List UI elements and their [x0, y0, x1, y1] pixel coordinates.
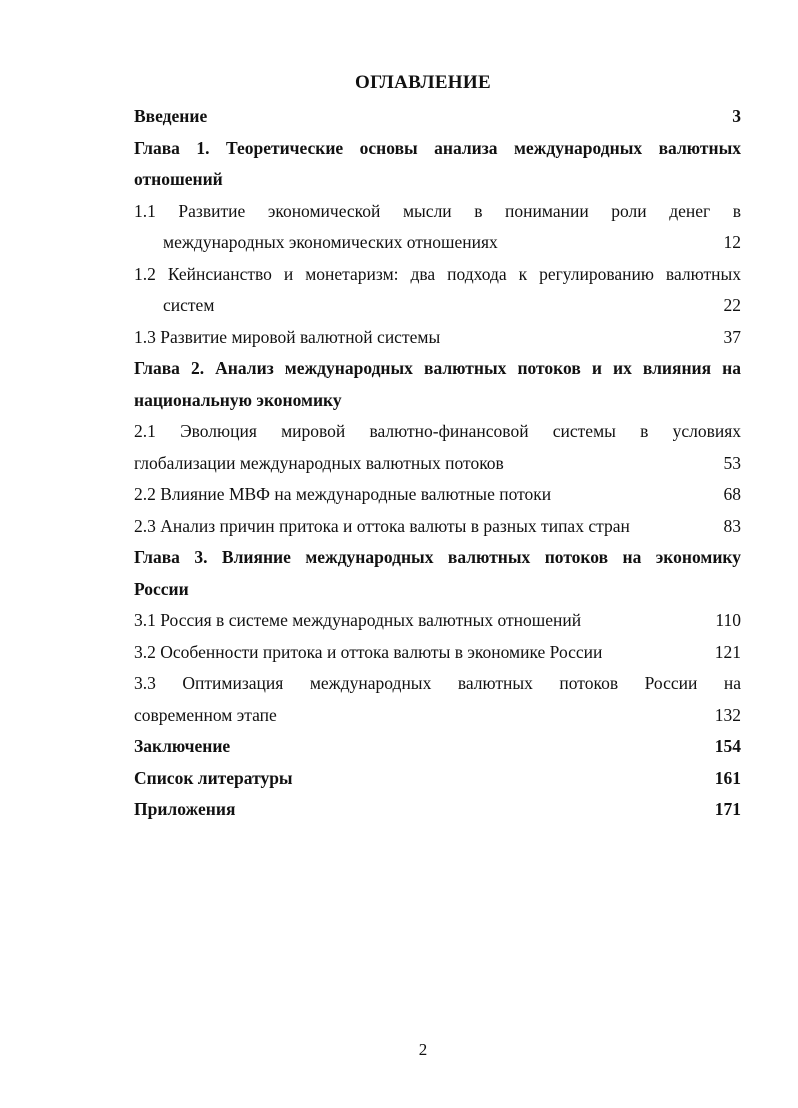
toc-page: 110	[715, 610, 741, 630]
toc-label: Введение	[134, 106, 208, 126]
toc-label: 2.3 Анализ причин притока и оттока валюты в разных типах стран	[134, 515, 630, 536]
toc-page: 12	[723, 232, 741, 252]
page-number: 2	[418, 1040, 428, 1059]
toc-page: 161	[714, 767, 741, 788]
toc-page: 83	[723, 515, 741, 536]
toc-chapter-3-line2[interactable]: России	[134, 578, 189, 599]
toc-section-1-1-line1[interactable]: 1.1 Развитие экономической мысли в понимании роли денег в	[134, 200, 741, 221]
toc-page: 68	[723, 484, 741, 504]
toc-chapter-3-line1[interactable]: Глава 3. Влияние международных валютных потоков на экономику	[134, 547, 741, 567]
toc-page: 121	[714, 641, 741, 662]
toc-section-2-1-line1[interactable]: 2.1 Эволюция мировой валютно-финансовой системы в условиях	[134, 421, 741, 441]
toc-section-2-2[interactable]	[134, 479, 741, 511]
toc-section-1-2-line2[interactable]	[134, 290, 741, 322]
toc-section-1-1-line2[interactable]	[134, 227, 741, 259]
toc-label: Приложения	[134, 799, 236, 819]
toc-page: 3	[732, 106, 741, 126]
toc-section-1-3[interactable]	[134, 322, 741, 354]
toc-entry-references[interactable]	[134, 763, 741, 795]
toc-entry-conclusion[interactable]	[134, 731, 741, 763]
toc-entry-appendix[interactable]	[134, 794, 741, 826]
toc-chapter-1-line2[interactable]: отношений	[134, 169, 223, 189]
toc-section-3-1[interactable]	[134, 605, 741, 637]
toc-label: Список литературы	[134, 767, 293, 788]
toc-section-3-3-line2[interactable]	[134, 700, 741, 732]
toc-label: 3.1 Россия в системе международных валютных отношений	[134, 610, 582, 630]
toc-page: 132	[714, 704, 741, 725]
toc-label: систем	[163, 295, 215, 315]
toc-label: 3.2 Особенности притока и оттока валюты в экономике России	[134, 641, 603, 662]
toc-label: Заключение	[134, 736, 231, 756]
toc-page: 37	[723, 326, 741, 347]
toc-section-3-2[interactable]	[134, 637, 741, 669]
toc-label: 2.2 Влияние МВФ на международные валютные потоки	[134, 484, 552, 504]
toc-section-1-2-line1[interactable]: 1.2 Кейнсианство и монетаризм: два подхода к регулированию валютных	[134, 263, 741, 284]
toc-chapter-1-line1[interactable]: Глава 1. Теоретические основы анализа международных валютных	[134, 137, 741, 158]
toc-page: 53	[723, 452, 741, 473]
toc-page: 22	[723, 295, 741, 315]
toc-label: международных экономических отношениях	[163, 232, 498, 252]
toc-label: 1.3 Развитие мировой валютной системы	[134, 326, 441, 347]
toc-chapter-2-line2[interactable]: национальную экономику	[134, 389, 342, 410]
toc-label: современном этапе	[134, 704, 277, 725]
toc-section-3-3-line1[interactable]: 3.3 Оптимизация международных валютных потоков России на	[134, 673, 741, 693]
toc-section-2-1-line2[interactable]	[134, 448, 741, 480]
toc-entry-intro[interactable]	[134, 101, 741, 133]
toc-page: 154	[714, 736, 741, 756]
toc-chapter-2-line1[interactable]: Глава 2. Анализ международных валютных потоков и их влияния на	[134, 358, 741, 378]
page-title: ОГЛАВЛЕНИЕ	[355, 72, 491, 93]
toc-label: глобализации международных валютных потоков	[134, 452, 504, 473]
toc-section-2-3[interactable]	[134, 511, 741, 543]
table-of-contents	[134, 101, 741, 826]
toc-page: 171	[714, 799, 741, 819]
